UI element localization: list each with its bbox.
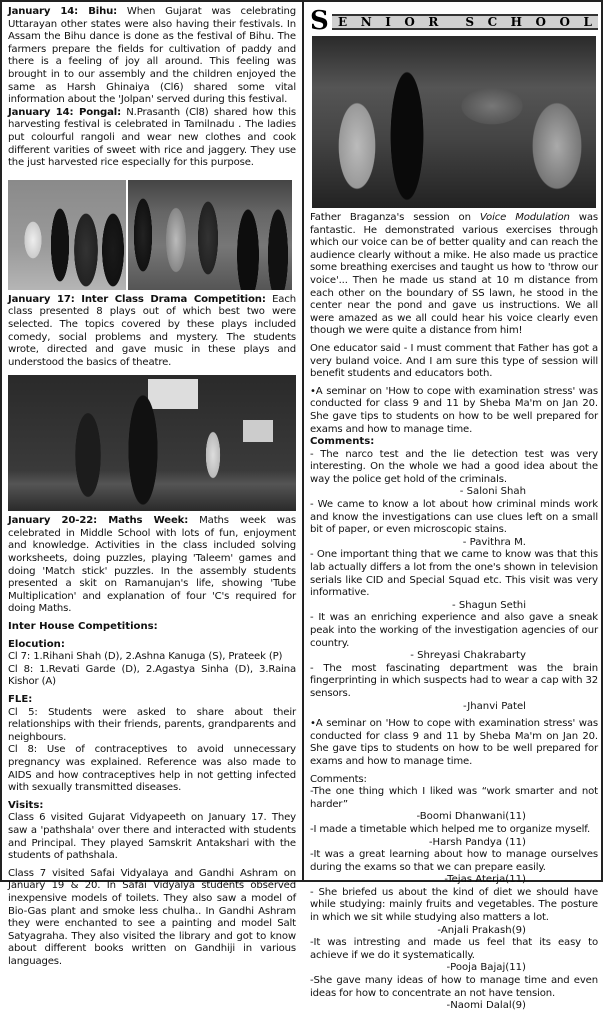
- maths-article: January 20-22: Maths Week: Maths week was celebrated in Middle School with lots of fun, enjoyment and knowledge. Activities in the class included solving worksheets, doing puzzles, playing 'Taleem' games and doing 'Match stick' puzzles. In the assembly students presented a skit on Ramanujan's life, showing 'Tube Multiplication' and explanation of four 'C's required for doing Maths.: [8, 515, 296, 615]
- comment-text: - We came to know a lot about how criminal minds work and know the investigations can use clues left on a small bit of paper, or even microscopic stains.: [310, 499, 598, 536]
- seminar-2-comments: [310, 786, 598, 1013]
- banner-title: [332, 14, 598, 30]
- comment-text: - She briefed us about the kind of diet we should have while studying: mainly fruits and vegetables. The posture in which we sit while studying also matters a lot.: [310, 886, 598, 924]
- comment-item: [310, 849, 598, 887]
- seminar-1-comments-heading: Comments:: [310, 436, 375, 448]
- pongal-article: January 14: Pongal: N.Prasanth (Cl8) shared how this harvesting festival is celebrated in Tamilnadu . The ladies put colourful rangoli and wear new clothes and cook different varities of sweet with rice and jaggery. They use the just harvested rice especially for this purpose.: [8, 106, 297, 169]
- drama-article: January 17: Inter Class Drama Competition: Each class presented 8 plays out of which best two were selected. The topics covered by these plays included comedy, social problems and mystery. The students wrote, directed and gave music in these plays and understood the basics of theatre.: [8, 293, 296, 368]
- comment-text: -I made a timetable which helped me to organize myself.: [310, 823, 591, 835]
- seminar-2-comments-heading: Comments:: [310, 773, 367, 785]
- voice-article: Father Braganza's session on Voice Modulation was fantastic. He demonstrated various exercises through which our voice can be of better quality and can reach the audience clearly without a mike. He also made us practice some breathing exercises and taught us how to 'throw our voice'... Then he made us stand at 10 m distance from each other on the boundary of SS lawn, he stood in the center near the pond and gave us instructions. We all were amazed as we all could hear his voice clearly even though we were quite a distance from him!: [310, 212, 599, 337]
- fle-heading: FLE:: [8, 694, 33, 705]
- comment-author: -Tejas Aterja(11): [444, 874, 526, 886]
- comment-item: [310, 449, 598, 499]
- elocution-result: Cl 7: 1.Rihani Shah (D), 2.Ashna Kanuga (S), Prateek (P): [8, 651, 283, 663]
- comment-author: - Pavithra M.: [462, 536, 526, 548]
- comment-item: [310, 887, 598, 937]
- maths-week-photo: [8, 375, 296, 511]
- senior-school-column: [310, 6, 598, 1013]
- banner-letter: S: [465, 15, 475, 29]
- comment-text: -It was intresting and made us feel that its easy to achieve if we do it systematically.: [310, 937, 598, 961]
- banner-letter: R: [428, 15, 439, 29]
- comment-item: [310, 824, 598, 849]
- educator-quote: One educator said - I must comment that Father has got a very buland voice. And I am sure this type of session will benefit students and educators both.: [310, 342, 598, 380]
- visit-item: Class 6 visited Gujarat Vidyapeeth on January 17. They saw a 'pathshala' over there and interacted with students and Principal. They played Samskrit Antakshari with the students of pathshala.: [8, 812, 296, 862]
- comment-author: -Harsh Pandya (11): [428, 836, 526, 848]
- comment-text: -She gave many ideas of how to manage time and even ideas for how to concentrate an not have tension.: [310, 975, 598, 999]
- drama-photo-2: [128, 180, 292, 290]
- comment-author: -Boomi Dhanwani(11): [416, 811, 526, 823]
- comment-text: -It was a great learning about how to manage ourselves during the exams so that we can prepare easily.: [310, 849, 598, 873]
- elocution-result: Cl 8: 1.Revati Garde (D), 2.Agastya Sinha (D), 3.Raina Kishor (A): [8, 663, 296, 688]
- seminar-1-text: •A seminar on 'How to cope with examination stress' was conducted for class 9 and 11 by Sheba Ma'm on Jan 20. She gave tips to students on how to be well prepared for exams and how to manage time.: [310, 385, 598, 435]
- comment-author: - Shreyasi Chakrabarty: [410, 650, 526, 662]
- visits-heading: Visits:: [8, 799, 44, 811]
- banner-letter: O: [535, 15, 546, 29]
- bihu-article: January 14: Bihu: When Gujarat was celebrating Uttarayan other states were also having their festivals. In Assam the Bihu dance is done as the festival of Bihu. The farmers prepare the fields for cultivation of paddy and there is a feeling of joy all around. This feeling was brought in to our assembly and the children enjoyed the same as Harsh Ghinaiya (Cl6) shared some vital information about the 'Jolpan' served during this festival.: [8, 6, 296, 106]
- banner-letter: O: [559, 15, 570, 29]
- seminar-2-text: •A seminar on 'How to cope with examination stress' was conducted for class 9 and 11 by Sheba Ma'm on Jan 20. She gave tips to students on how to be well prepared for exams and how to manage time.: [310, 718, 598, 767]
- banner-letter: N: [360, 15, 372, 29]
- column-divider: [302, 2, 304, 882]
- comment-author: -Anjali Prakash(9): [437, 924, 526, 936]
- comment-author: -Pooja Bajaj(11): [446, 962, 526, 974]
- comment-text: - The narco test and the lie detection test was very interesting. On the whole we had a good idea about the way the police get hold of the criminals.: [310, 448, 598, 485]
- comment-item: [310, 975, 598, 1013]
- comment-text: -The one thing which I liked was “work smarter and not harder”: [310, 786, 598, 810]
- drama-photo-1: [8, 180, 126, 290]
- comment-item: [310, 612, 598, 662]
- banner-letter: I: [385, 15, 391, 29]
- comment-text: - It was an enriching experience and also gave a sneak peak into the working of the investigation agencies of our country.: [310, 612, 598, 649]
- comment-item: [310, 549, 598, 612]
- voice-modulation-photo: [312, 36, 596, 208]
- comment-text: - One important thing that we came to know was that this lab actually differs a lot from the one's shown in television serials like CID and Special Squad etc. This visit was very informative.: [310, 549, 598, 599]
- seminar-1-comments: [310, 449, 598, 713]
- banner-initial: S: [310, 6, 329, 36]
- banner-letter: H: [510, 15, 523, 29]
- fle-item: Cl 8: Use of contraceptives to avoid unnecessary pregnancy was explained. Reference was also made to AIDS and how contraceptives help in not getting infected with sexually transmitted diseases.: [8, 744, 296, 794]
- comment-author: -Naomi Dalal(9): [446, 1000, 526, 1012]
- comment-item: [310, 663, 598, 713]
- comment-author: - Saloni Shah: [459, 486, 526, 498]
- visit-item: Class 7 visited Safai Vidyalaya and Gandhi Ashram on January 19 & 20. In Safai Vidyalya students observed inexpensive models of toilets. They also saw a model of Bio-Gas plant and smoke less chulha.. In Gandhi Ashram they were enchanted to see a painting and model Salt Satyagraha. They also visited the library and got to know about different books written on Gandhiji in various languages.: [8, 867, 296, 967]
- comment-author: - Shagun Sethi: [451, 599, 526, 611]
- elocution-heading: Elocution:: [8, 638, 65, 650]
- comment-item: [310, 937, 598, 975]
- senior-school-banner: [310, 6, 598, 36]
- comment-item: [310, 499, 598, 549]
- fle-item: Cl 5: Students were asked to share about their relationships with their friends, parents, grandparents and neighbours.: [8, 706, 296, 743]
- comment-text: - The most fascinating department was the brain fingerprinting in which suspects had to wear a cap with 32 sensors.: [310, 662, 598, 699]
- banner-letter: C: [487, 15, 498, 29]
- banner-letter: O: [404, 15, 415, 29]
- comment-item: [310, 786, 598, 824]
- banner-letter: E: [338, 15, 348, 29]
- banner-letter: L: [583, 15, 592, 29]
- inter-house-heading: Inter House Competitions:: [8, 621, 158, 633]
- middle-school-column: [8, 6, 296, 968]
- comment-author: -Jhanvi Patel: [463, 700, 526, 712]
- drama-photos: [8, 180, 296, 290]
